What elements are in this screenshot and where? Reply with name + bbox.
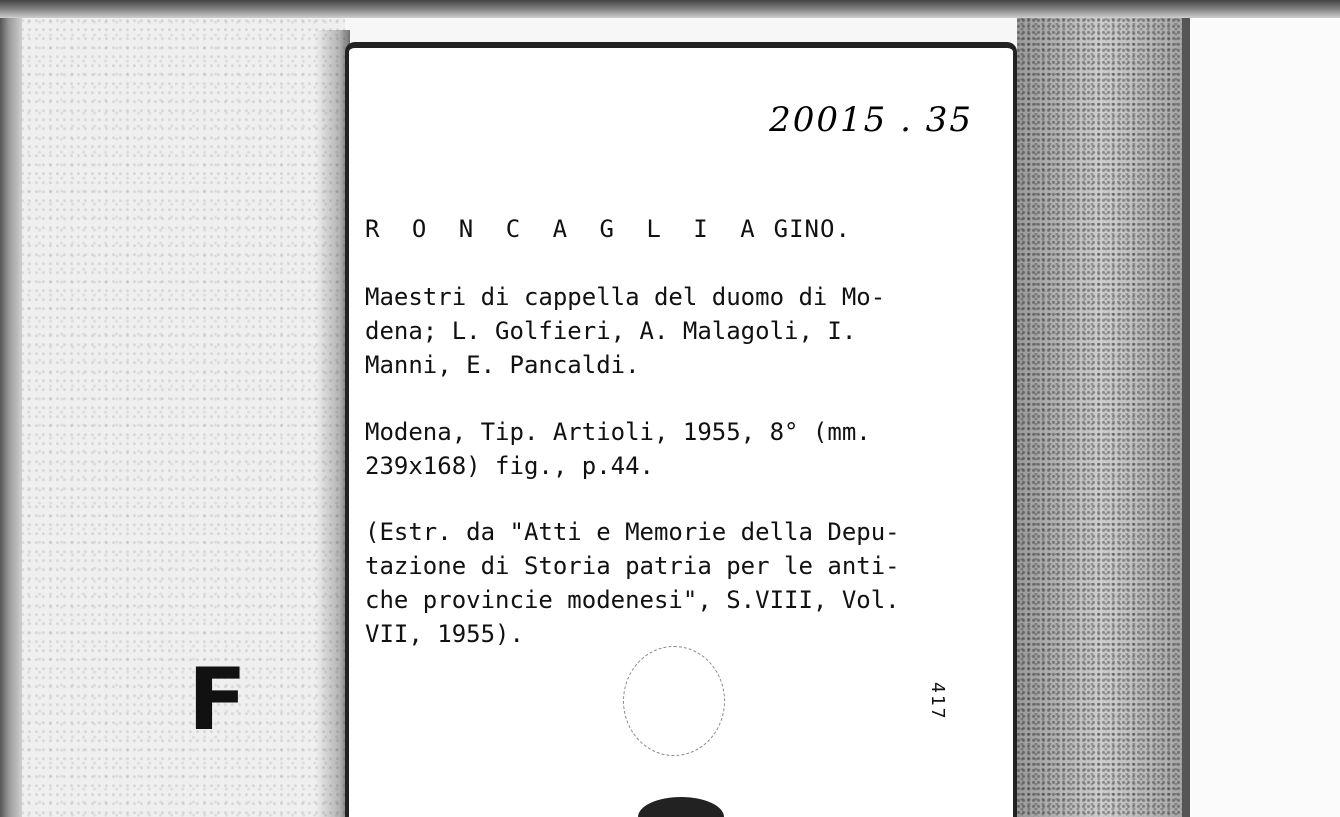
punch-hole-circle xyxy=(623,646,725,756)
right-blank-page xyxy=(1190,18,1340,817)
imprint-block xyxy=(365,415,1005,483)
note-line: che provincie modenesi", S.VIII, Vol. xyxy=(365,586,900,614)
title-line: dena; L. Golfieri, A. Malagoli, I. xyxy=(365,317,857,345)
background-left-area xyxy=(0,0,345,817)
side-mark: 417 xyxy=(927,682,948,721)
author-surname: R O N C A G L I A xyxy=(365,215,764,243)
right-binding-edge xyxy=(1182,18,1190,817)
title-block xyxy=(365,280,1005,382)
right-noise-strip xyxy=(1017,18,1187,817)
note-block xyxy=(365,515,1005,651)
author-heading xyxy=(365,212,1005,246)
left-binding-edge xyxy=(0,0,22,817)
title-line: Manni, E. Pancaldi. xyxy=(365,351,640,379)
margin-letter: F xyxy=(188,650,247,750)
top-dark-edge xyxy=(0,0,1340,18)
note-line: tazione di Storia patria per le anti- xyxy=(365,552,900,580)
author-given-name: GINO. xyxy=(773,215,851,243)
imprint-line: 239x168) fig., p.44. xyxy=(365,452,654,480)
title-line: Maestri di cappella del duomo di Mo- xyxy=(365,283,886,311)
note-line: VII, 1955). xyxy=(365,620,524,648)
imprint-line: Modena, Tip. Artioli, 1955, 8° (mm. xyxy=(365,418,871,446)
shelfmark-handwritten: 20015 . 35 xyxy=(769,100,973,140)
note-line: (Estr. da "Atti e Memorie della Depu- xyxy=(365,518,900,546)
